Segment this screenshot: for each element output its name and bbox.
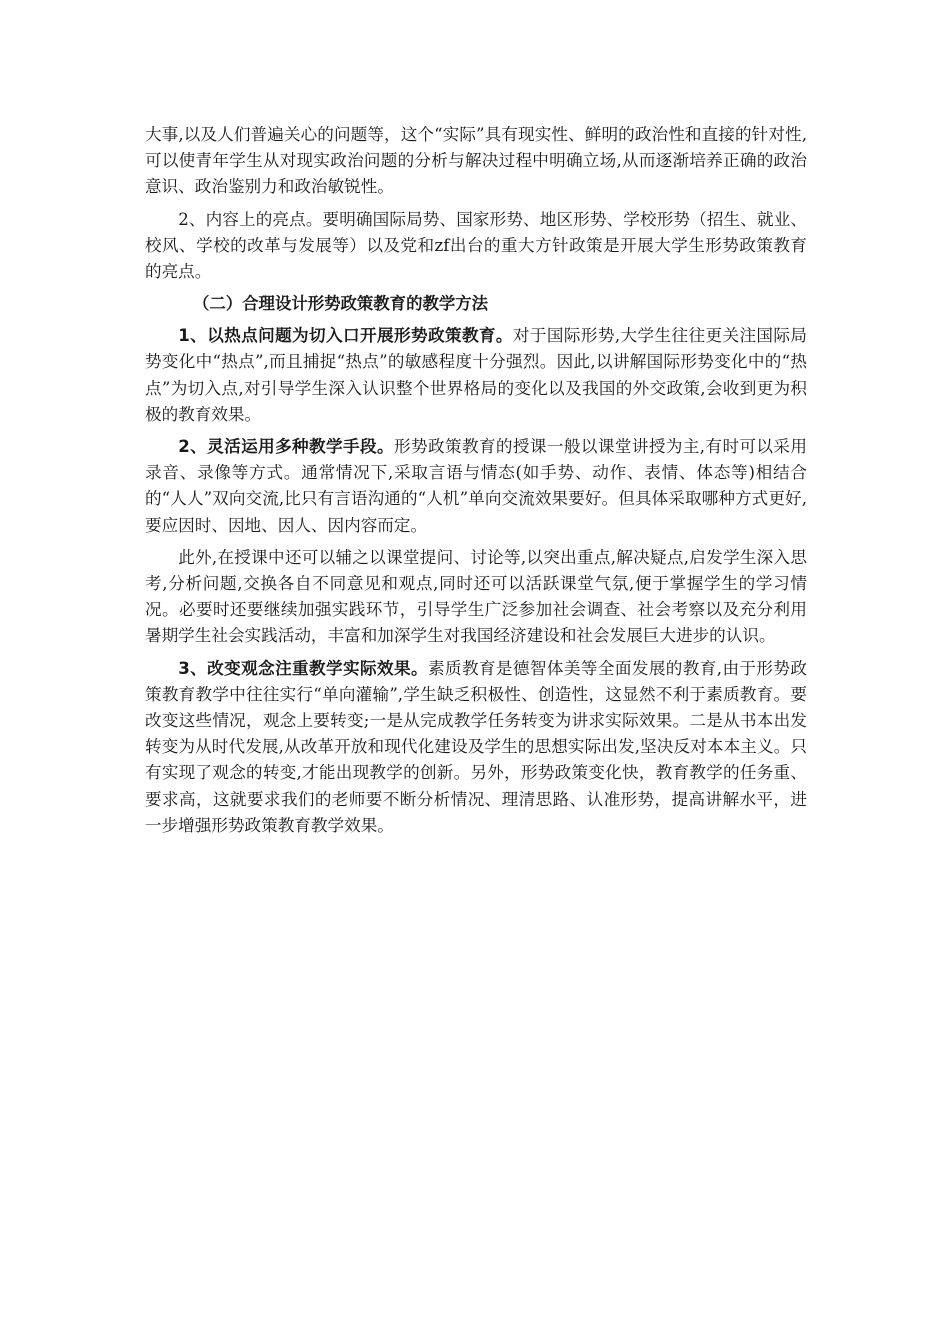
paragraph-lead-teaching-methods: 2、灵活运用多种教学手段。 (178, 437, 394, 457)
paragraph-content-highlight: 2、内容上的亮点。要明确国际局势、国家形势、地区形势、学校形势（招生、就业、校风、学校的改革与发展等）以及党和zf出台的重大方针政策是开展大学生形势政策教育的亮点。 (145, 209, 807, 282)
section-heading: （二）合理设计形势政策教育的教学方法 (193, 294, 489, 314)
paragraph-body-hot-topics: 对于国际形势,大学生往往更关注国际局势变化中“热点”,而且捕捉“热点”的敏感程度十分强烈。因此,以讲解国际形势变化中的“热点”为切入点,对引导学生深入认识整个世界格局的变化以及我国的外交政策,会收到更为积极的教育效果。 (145, 326, 808, 424)
paragraph-teaching-methods (145, 434, 807, 539)
paragraph-additional: 此外,在授课中还可以辅之以课堂提问、讨论等,以突出重点,解决疑点,启发学生深入思考,分析问题,交换各自不同意见和观点,同时还可以活跃课堂气氛,便于掌握学生的学习情况。必要时还要继续加强实践环节，引导学生广泛参加社会调查、社会考察以及充分利用暑期学生社会实践活动，丰富和加深学生对我国经济建设和社会发展巨大进步的认识。 (145, 547, 807, 646)
paragraph-lead-hot-topics: 1、以热点问题为切入口开展形势政策教育。 (178, 326, 513, 346)
paragraph-lead-change-concept: 3、改变观念注重教学实际效果。 (178, 658, 428, 678)
paragraph-change-concept (145, 656, 807, 839)
paragraph-continuation: 大事,以及人们普遍关心的问题等，这个“实际”具有现实性、鲜明的政治性和直接的针对性,可以使青年学生从对现实政治问题的分析与解决过程中明确立场,从而逐渐培养正确的政治意识、政治鉴别力和政治敏锐性。 (145, 125, 807, 197)
paragraph-hot-topics (145, 323, 807, 428)
document-body (145, 122, 807, 839)
paragraph-body-change-concept: 素质教育是德智体美等全面发展的教育,由于形势政策教育教学中往往实行“单向灌输”,学生缺乏积极性、创造性，这显然不利于素质教育。要改变这些情况，观念上要转变;一是从完成教学任务转变为讲求实际效果。二是从书本出发转变为从时代发展,从改革开放和现代化建设及学生的思想实际出发,坚决反对本本主义。只有实现了观念的转变,才能出现教学的创新。另外，形势政策变化快，教育教学的任务重、要求高，这就要求我们的老师要不断分析情况、理清思路、认准形势，提高讲解水平，进一步增强形势政策教育教学效果。 (145, 658, 807, 835)
paragraph-body-teaching-methods: 形势政策教育的授课一般以课堂讲授为主,有时可以采用录音、录像等方式。通常情况下,采取言语与情态(如手势、动作、表情、体态等)相结合的“人人”双向交流,比只有言语沟通的“人机”单向交流效果要好。但具体采取哪种方式更好,要应因时、因地、因人、因内容而定。 (145, 437, 807, 535)
